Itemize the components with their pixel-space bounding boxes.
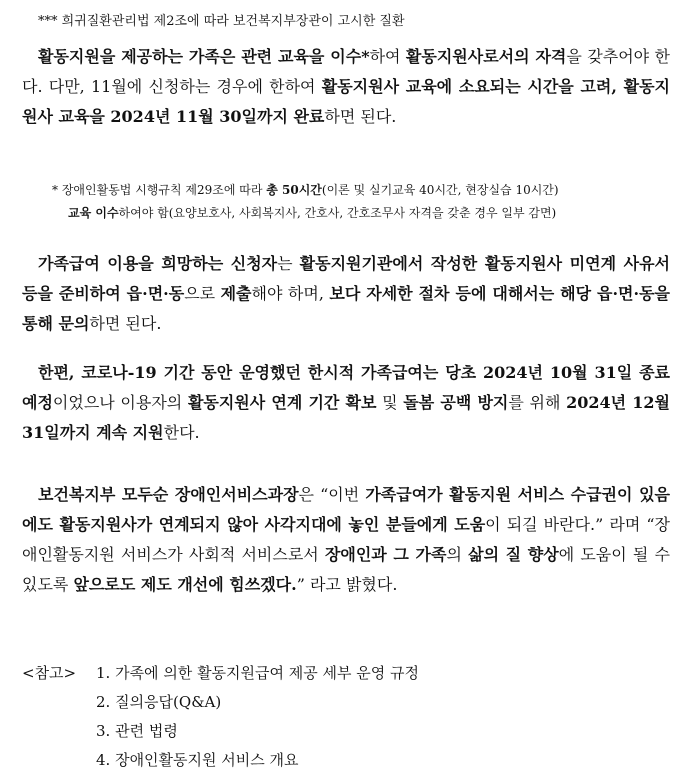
bold-text: 2024년 12월 31일까지 계속 지원 [22, 393, 670, 442]
bold-text: 가족급여가 활동지원 서비스 수급권이 있음에도 활동지원사가 연계되지 않아 사각지대에 놓인 분들에게 도움 [22, 485, 670, 534]
text: 는 [277, 254, 300, 273]
note-education-hours [52, 179, 677, 225]
text: (이론 및 실기교육 40시간, 현장실습 10시간) [321, 183, 559, 197]
bold-text: 한편, 코로나-19 기간 동안 운영했던 한시적 가족급여는 당초 2024년 10월 31일 종료 예정 [22, 363, 670, 412]
bold-text: 활동지원기관에서 작성한 활동지원사 미연계 사유서 등을 준비하여 읍·면·동 [22, 254, 670, 303]
text: 이 되길 바란다.” 라며 “장애인활동지원 서비스가 사회적 서비스로서 [22, 515, 670, 564]
bold-text: 활동지원을 제공하는 가족은 관련 교육을 이수* [38, 47, 370, 66]
bold-text: 보건복지부 모두순 장애인서비스과장 [38, 485, 299, 504]
reference-item: 3. 관련 법령 [96, 722, 178, 740]
paragraph-temporary-benefit [22, 358, 670, 448]
bold-text: 보다 자세한 절차 등에 대해서는 해당 읍·면·동을 통해 문의 [22, 284, 670, 333]
paragraph-family-education [22, 42, 670, 132]
bold-text: 교육 이수 [68, 206, 119, 220]
asterisk: * [52, 183, 58, 197]
text: ” 라고 밝혔다. [296, 575, 398, 594]
text: 및 [376, 393, 404, 412]
text: 하면 된다. [324, 107, 397, 126]
text: 의 [446, 545, 469, 564]
text: 하여 [369, 47, 406, 66]
text: 을 갖추어야 한다. 다만, 11월에 신청하는 경우에 한하여 [22, 47, 670, 96]
bold-text: 활동지원사 교육에 소요되는 시간을 고려, 활동지원사 교육을 2024년 11월 30일까지 완료 [22, 77, 671, 126]
text: 으로 [184, 284, 221, 303]
reference-item: 2. 질의응답(Q&A) [96, 693, 222, 711]
paragraph-application [22, 249, 670, 339]
bold-text: 제출 [220, 284, 252, 303]
text: 장애인활동법 시행규칙 제29조에 따라 [61, 183, 267, 197]
reference-item: 1. 가족에 의한 활동지원급여 제공 세부 운영 규정 [96, 664, 419, 682]
references-label: <참고> [22, 664, 77, 682]
bold-text: 장애인과 그 가족 [324, 545, 447, 564]
text: 하여야 함(요양보호사, 사회복지사, 간호사, 간호조무사 자격을 갖춘 경우 일부 감면) [118, 206, 557, 220]
text: 를 위해 [508, 393, 567, 412]
bold-text: 가족급여 이용을 희망하는 신청자 [38, 254, 278, 273]
text: 한다. [163, 423, 200, 442]
footnote-rare-disease: *** 희귀질환관리법 제2조에 따라 보건복지부장관이 고시한 질환 [38, 14, 405, 29]
text: 하면 된다. [89, 314, 162, 333]
bold-text: 활동지원사로서의 자격 [405, 47, 567, 66]
bold-text: 총 50시간 [266, 183, 322, 197]
bold-text: 삶의 질 향상 [468, 545, 559, 564]
text: 이었으나 이용자의 [52, 393, 188, 412]
text: 은 “이번 [298, 485, 366, 504]
bold-text: 돌봄 공백 방지 [403, 393, 509, 412]
reference-item: 4. 장애인활동지원 서비스 개요 [96, 751, 299, 769]
bold-text: 앞으로도 제도 개선에 힘쓰겠다. [73, 575, 297, 594]
paragraph-official-quote [22, 480, 670, 600]
text: 에 도움이 될 수 있도록 [22, 545, 670, 594]
text: 해야 하며, [251, 284, 330, 303]
bold-text: 활동지원사 연계 기간 확보 [187, 393, 377, 412]
